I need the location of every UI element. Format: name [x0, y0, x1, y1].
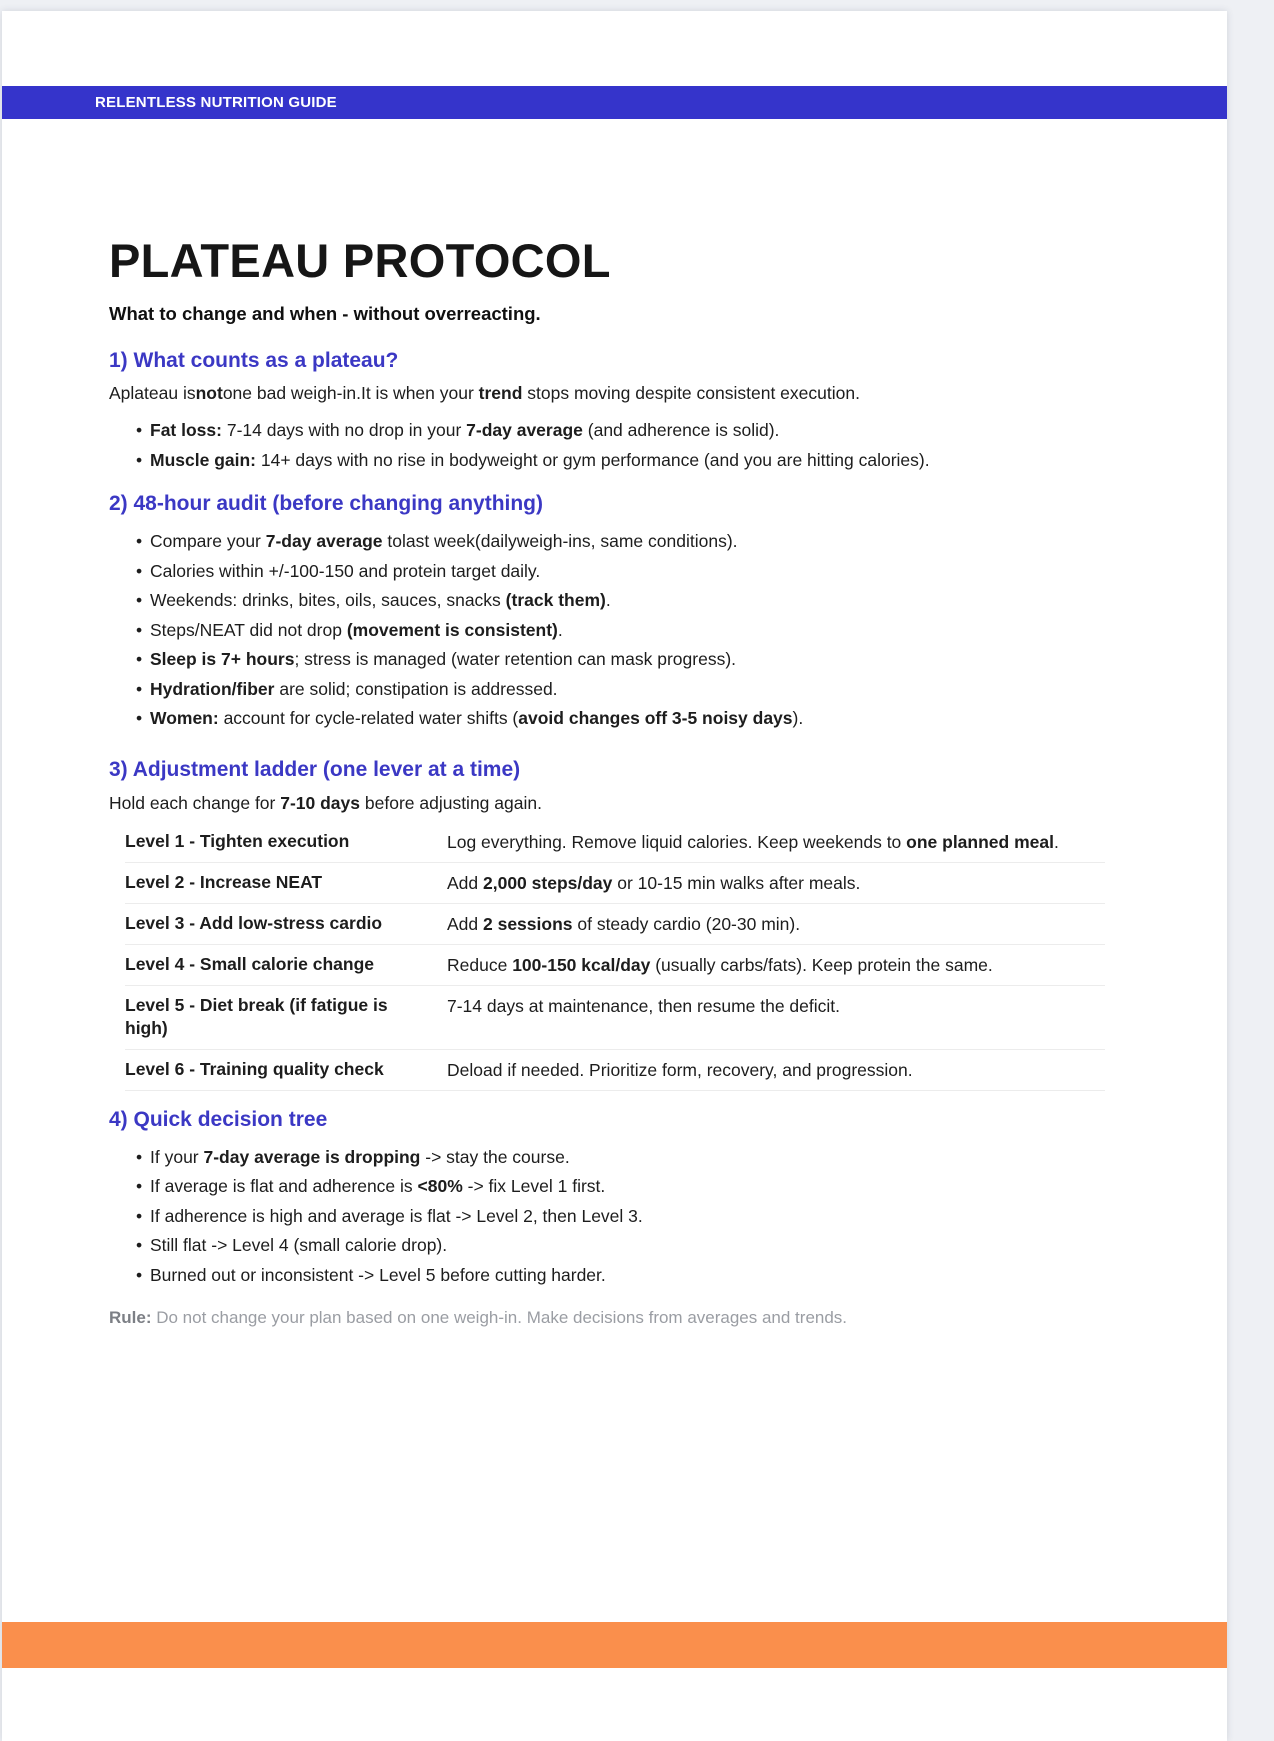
header-banner: [2, 86, 1227, 119]
bullet-text: Muscle gain: 14+ days with no rise in bodyweight or gym performance (and you are hitting calories).: [150, 449, 930, 470]
section-heading: 3) Adjustment ladder (one lever at a time): [109, 757, 521, 781]
row-desc-cell: Add 2,000 steps/day or 10-15 min walks after meals.: [447, 862, 1105, 903]
bullet-list: [109, 1143, 1137, 1291]
bullet-item: [150, 416, 1137, 446]
section-heading: 1) What counts as a plateau?: [109, 349, 399, 372]
bullet-item: [150, 557, 1137, 587]
table-row: [125, 985, 1105, 1049]
table-row: [125, 1049, 1105, 1090]
row-desc-cell: Add 2 sessions of steady cardio (20-30 min).: [447, 903, 1105, 944]
bullet-item: [150, 1172, 1137, 1202]
bullet-text: If adherence is high and average is flat -> Level 2, then Level 3.: [150, 1205, 643, 1226]
bullet-text: Burned out or inconsistent -> Level 5 before cutting harder.: [150, 1264, 606, 1285]
bullet-item: [150, 586, 1137, 616]
table-row: [125, 862, 1105, 903]
bullet-text: Calories within +/-100-150 and protein target daily.: [150, 560, 541, 581]
bullet-text: Women: account for cycle-related water shifts (avoid changes off 3-5 noisy days).: [150, 708, 804, 728]
row-desc-cell: Log everything. Remove liquid calories. Keep weekends to one planned meal.: [447, 822, 1105, 863]
section-audit: [109, 491, 1137, 734]
bullet-text: If average is flat and adherence is <80% -> fix Level 1 first.: [150, 1176, 606, 1196]
section-decision-tree: [109, 1107, 1137, 1291]
bullet-text: Hydration/fiber are solid; constipation is addressed.: [150, 678, 558, 699]
bullet-text: Compare your 7-day average tolast week(dailyweigh-ins, same conditions).: [150, 531, 738, 551]
section-adjustment-ladder: [109, 757, 1137, 1091]
bullet-text: Weekends: drinks, bites, oils, sauces, snacks (track them).: [150, 590, 611, 610]
row-desc-cell: Reduce 100-150 kcal/day (usually carbs/fats). Keep protein the same.: [447, 944, 1105, 985]
table-row: [125, 903, 1105, 944]
banner-title: RELENTLESS NUTRITION GUIDE: [95, 94, 337, 111]
section-intro: Aplateau isnotone bad weigh-in.It is when your trend stops moving despite consistent execution.: [109, 383, 860, 403]
row-label-cell: Level 3 - Add low-stress cardio: [125, 903, 447, 944]
bullet-item: [150, 1261, 1137, 1291]
bullet-item: [150, 446, 1137, 476]
bullet-item: [150, 616, 1137, 646]
page-content: [2, 234, 1227, 1328]
bullet-item: [150, 1231, 1137, 1261]
table-row: [125, 944, 1105, 985]
bullet-item: [150, 1202, 1137, 1232]
page-title: PLATEAU PROTOCOL: [109, 234, 611, 287]
bullet-item: [150, 704, 1137, 734]
row-desc-cell: Deload if needed. Prioritize form, recovery, and progression.: [447, 1049, 1105, 1090]
row-label-cell: Level 2 - Increase NEAT: [125, 862, 447, 903]
section-what-counts: [109, 348, 1137, 475]
table-row: [125, 822, 1105, 863]
bullet-item: [150, 675, 1137, 705]
document-page: [2, 11, 1227, 1741]
bullet-list: [109, 527, 1137, 734]
section-heading: 4) Quick decision tree: [109, 1107, 328, 1131]
row-label-cell: Level 4 - Small calorie change: [125, 944, 447, 985]
bullet-text: Sleep is 7+ hours; stress is managed (water retention can mask progress).: [150, 649, 737, 669]
footer-rule-note: Rule: Do not change your plan based on one weigh-in. Make decisions from averages and trends.: [109, 1308, 848, 1327]
ladder-table-body: [125, 822, 1105, 1091]
bullet-list: [109, 416, 1137, 475]
bullet-text: Fat loss: 7-14 days with no drop in your 7-day average (and adherence is solid).: [150, 420, 780, 440]
bullet-item: [150, 527, 1137, 557]
row-label-cell: Level 1 - Tighten execution: [125, 822, 447, 863]
footer-accent-bar: [2, 1622, 1227, 1668]
row-desc-cell: 7-14 days at maintenance, then resume the deficit.: [447, 985, 1105, 1049]
row-label-cell: Level 5 - Diet break (if fatigue is high): [125, 985, 447, 1049]
bullet-item: [150, 645, 1137, 675]
bullet-text: Steps/NEAT did not drop (movement is consistent).: [150, 619, 563, 640]
section-intro: Hold each change for 7-10 days before adjusting again.: [109, 792, 542, 813]
bullet-text: If your 7-day average is dropping -> stay the course.: [150, 1146, 570, 1167]
adjustment-ladder-table: [125, 822, 1105, 1091]
page-subtitle: What to change and when - without overreacting.: [109, 303, 541, 324]
bullet-text: Still flat -> Level 4 (small calorie drop).: [150, 1235, 448, 1255]
section-heading: 2) 48-hour audit (before changing anything): [109, 492, 544, 515]
bullet-item: [150, 1143, 1137, 1173]
row-label-cell: Level 6 - Training quality check: [125, 1049, 447, 1090]
